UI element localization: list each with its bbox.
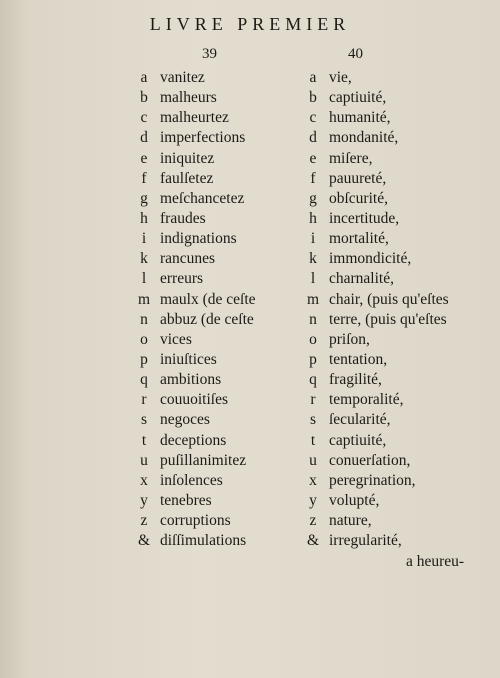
row-word: obſcurité,: [329, 189, 388, 207]
list-item: [130, 189, 256, 209]
row-letter: z: [309, 512, 317, 530]
list-item: [299, 491, 449, 511]
row-letter: s: [309, 411, 317, 429]
row-word: irregularité,: [329, 532, 402, 550]
list-item: [299, 310, 449, 330]
list-item: [130, 149, 256, 169]
row-word: immondicité,: [329, 250, 412, 268]
row-letter: l: [310, 270, 316, 288]
row-letter: q: [309, 371, 317, 389]
row-letter: a: [309, 69, 317, 86]
word-column-left: [130, 68, 256, 551]
row-letter: r: [310, 391, 316, 409]
list-item: [130, 330, 256, 350]
row-letter: b: [309, 89, 317, 107]
list-item: [299, 68, 449, 88]
row-word: couuoitiſes: [160, 391, 229, 409]
row-word: miſere,: [329, 149, 373, 167]
list-item: [130, 511, 256, 531]
row-word: terre, (puis qu'eſtes: [329, 310, 447, 328]
row-letter: y: [140, 491, 148, 509]
row-letter: u: [309, 451, 317, 469]
row-word: ſecularité,: [329, 411, 391, 429]
row-word: tentation,: [329, 350, 388, 368]
column-number-left: 39: [202, 46, 217, 62]
list-item: [299, 128, 449, 148]
row-word: humanité,: [329, 109, 391, 127]
row-letter: e: [309, 149, 317, 167]
row-word: deceptions: [160, 431, 227, 449]
row-word: peregrination,: [329, 471, 416, 489]
row-letter: x: [140, 471, 148, 489]
row-letter: h: [140, 209, 148, 227]
list-item: [130, 310, 256, 330]
row-word: charnalité,: [329, 270, 394, 288]
row-word: inſolences: [160, 471, 223, 489]
catchword: a heureu-: [406, 553, 465, 570]
row-letter: z: [140, 512, 148, 530]
row-letter: f: [310, 169, 316, 187]
running-head: [0, 14, 500, 35]
row-letter: g: [140, 189, 148, 207]
row-word: priſon,: [329, 330, 370, 348]
row-word: erreurs: [160, 270, 204, 288]
list-item: [130, 491, 256, 511]
row-word: chair, (puis qu'eſtes: [329, 290, 449, 308]
list-item: [130, 451, 256, 471]
list-item: [299, 269, 449, 289]
row-letter: n: [309, 310, 317, 328]
list-item: [130, 531, 256, 551]
row-letter: k: [140, 250, 148, 268]
row-word: maulx (de ceſte: [160, 290, 256, 308]
list-item: [130, 471, 256, 491]
row-letter: b: [140, 89, 148, 107]
row-letter: i: [310, 230, 316, 248]
list-item: [299, 431, 449, 451]
row-word: nature,: [329, 512, 372, 530]
row-letter: o: [309, 330, 317, 348]
row-word: rancunes: [160, 250, 216, 268]
row-word: mondanité,: [329, 129, 399, 147]
list-item: [299, 169, 449, 189]
list-item: [299, 390, 449, 410]
list-item: [130, 169, 256, 189]
column-number-right: 40: [348, 46, 363, 62]
row-word: captiuité,: [329, 431, 387, 449]
running-head-text: LIVRE PREMIER: [149, 14, 351, 34]
row-letter: x: [309, 471, 317, 489]
list-item: [299, 330, 449, 350]
list-item: [130, 290, 256, 310]
list-item: [299, 249, 449, 269]
list-item: [299, 209, 449, 229]
list-item: [299, 410, 449, 430]
list-item: [130, 128, 256, 148]
row-word: volupté,: [329, 491, 380, 509]
list-item: [130, 269, 256, 289]
row-letter: i: [141, 230, 147, 248]
list-item: [299, 290, 449, 310]
row-word: iniquitez: [160, 149, 215, 167]
row-letter: g: [309, 189, 317, 207]
row-letter: a: [140, 69, 148, 86]
row-word: indignations: [160, 230, 237, 248]
list-item: [130, 88, 256, 108]
row-word: imperfections: [160, 129, 246, 147]
row-word: iniuſtices: [160, 350, 217, 368]
list-item: [299, 471, 449, 491]
list-item: [130, 108, 256, 128]
list-item: [130, 350, 256, 370]
row-letter: &: [137, 532, 151, 550]
row-letter: c: [309, 109, 317, 127]
row-word: diſſimulations: [160, 532, 247, 550]
row-letter: y: [309, 491, 317, 509]
row-word: tenebres: [160, 491, 212, 509]
row-letter: d: [309, 129, 317, 147]
row-letter: t: [310, 431, 316, 449]
row-word: mortalité,: [329, 230, 389, 248]
list-item: [130, 68, 256, 88]
row-letter: e: [140, 149, 148, 167]
row-word: ambitions: [160, 371, 222, 389]
row-word: malheurs: [160, 89, 217, 107]
row-letter: m: [306, 290, 320, 308]
row-word: corruptions: [160, 512, 231, 530]
row-word: vie,: [329, 69, 352, 86]
list-item: [299, 511, 449, 531]
row-word: conuerſation,: [329, 451, 411, 469]
row-letter: n: [140, 310, 148, 328]
list-item: [299, 370, 449, 390]
list-item: [299, 189, 449, 209]
list-item: [299, 451, 449, 471]
row-letter: s: [140, 411, 148, 429]
list-item: [130, 431, 256, 451]
row-word: pauureté,: [329, 169, 387, 187]
list-item: [130, 370, 256, 390]
row-letter: c: [140, 109, 148, 127]
row-word: fragilité,: [329, 371, 382, 389]
row-letter: h: [309, 209, 317, 227]
row-word: faulſetez: [160, 169, 214, 187]
row-letter: o: [140, 330, 148, 348]
list-item: [299, 350, 449, 370]
row-word: incertitude,: [329, 209, 400, 227]
row-word: fraudes: [160, 209, 206, 227]
list-item: [130, 390, 256, 410]
row-word: vanitez: [160, 69, 205, 86]
row-letter: t: [141, 431, 147, 449]
list-item: [299, 149, 449, 169]
row-word: malheurtez: [160, 109, 229, 127]
row-letter: d: [140, 129, 148, 147]
row-word: negoces: [160, 411, 210, 429]
row-letter: &: [306, 532, 320, 550]
row-letter: p: [309, 350, 317, 368]
row-letter: q: [140, 371, 148, 389]
list-item: [130, 229, 256, 249]
list-item: [299, 108, 449, 128]
list-item: [299, 531, 449, 551]
row-letter: u: [140, 451, 148, 469]
row-letter: r: [141, 391, 147, 409]
row-word: temporalité,: [329, 391, 404, 409]
row-word: abbuz (de ceſte: [160, 310, 254, 328]
row-letter: f: [141, 169, 147, 187]
row-letter: p: [140, 350, 148, 368]
row-letter: k: [309, 250, 317, 268]
row-letter: l: [141, 270, 147, 288]
row-word: puſillanimitez: [160, 451, 247, 469]
row-word: vices: [160, 330, 192, 348]
list-item: [130, 209, 256, 229]
list-item: [130, 249, 256, 269]
list-item: [299, 229, 449, 249]
row-word: captiuité,: [329, 89, 387, 107]
row-word: meſchancetez: [160, 189, 245, 207]
list-item: [299, 88, 449, 108]
word-column-right: [299, 68, 449, 551]
list-item: [130, 410, 256, 430]
row-letter: m: [137, 290, 151, 308]
